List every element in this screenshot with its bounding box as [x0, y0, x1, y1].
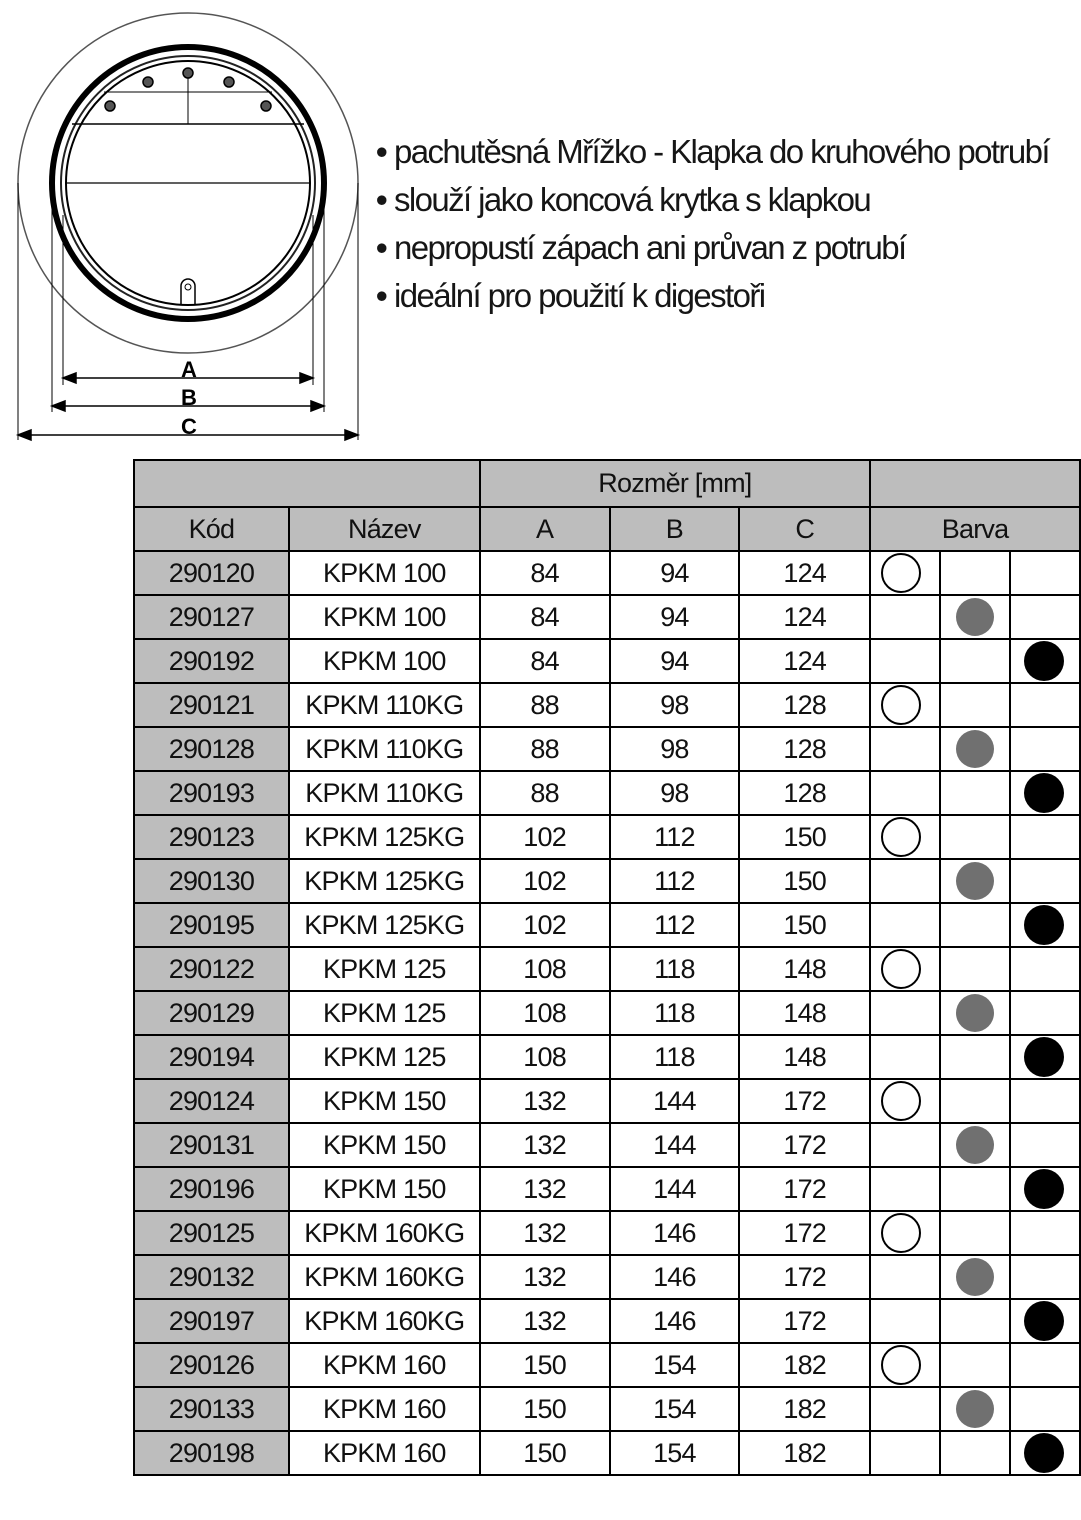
feature-item	[376, 272, 1049, 320]
color-cell-gray	[940, 903, 1010, 947]
code-cell: 290121	[134, 683, 289, 727]
table-row	[134, 1387, 1080, 1431]
code-cell: 290132	[134, 1255, 289, 1299]
a-cell: 132	[480, 1299, 610, 1343]
header-color: Barva	[870, 507, 1080, 551]
black-color-swatch-icon	[1024, 1037, 1064, 1077]
color-cell-black	[1010, 991, 1080, 1035]
a-cell: 88	[480, 771, 610, 815]
color-cell-white	[870, 683, 940, 727]
color-cell-white	[870, 595, 940, 639]
table-row	[134, 947, 1080, 991]
code-cell: 290195	[134, 903, 289, 947]
code-cell: 290196	[134, 1167, 289, 1211]
color-cell-gray	[940, 771, 1010, 815]
color-cell-black	[1010, 1343, 1080, 1387]
table-row	[134, 1343, 1080, 1387]
black-color-swatch-icon	[1024, 773, 1064, 813]
b-cell: 154	[610, 1387, 740, 1431]
b-cell: 118	[610, 1035, 740, 1079]
color-cell-black	[1010, 551, 1080, 595]
color-cell-black	[1010, 1431, 1080, 1475]
b-cell: 94	[610, 551, 740, 595]
color-cell-white	[870, 1343, 940, 1387]
gray-color-swatch-icon	[956, 1390, 994, 1428]
c-cell: 124	[739, 639, 870, 683]
header-c: C	[739, 507, 870, 551]
color-cell-gray	[940, 1167, 1010, 1211]
feature-text: nepropustí zápach ani průvan z potrubí	[394, 229, 906, 266]
table-row	[134, 1211, 1080, 1255]
color-cell-black	[1010, 1079, 1080, 1123]
c-cell: 148	[739, 991, 870, 1035]
c-cell: 182	[739, 1343, 870, 1387]
table-row	[134, 1431, 1080, 1475]
c-cell: 172	[739, 1211, 870, 1255]
a-cell: 132	[480, 1167, 610, 1211]
color-cell-black	[1010, 859, 1080, 903]
c-cell: 148	[739, 1035, 870, 1079]
b-cell: 154	[610, 1431, 740, 1475]
b-cell: 94	[610, 595, 740, 639]
name-cell: KPKM 125KG	[289, 815, 480, 859]
color-cell-gray	[940, 1211, 1010, 1255]
name-cell: KPKM 150	[289, 1079, 480, 1123]
a-cell: 88	[480, 727, 610, 771]
color-cell-white	[870, 1387, 940, 1431]
c-cell: 150	[739, 859, 870, 903]
bullet-icon: •	[376, 133, 386, 170]
color-cell-black	[1010, 1299, 1080, 1343]
c-cell: 150	[739, 903, 870, 947]
b-cell: 112	[610, 815, 740, 859]
color-cell-black	[1010, 1167, 1080, 1211]
gray-color-swatch-icon	[956, 994, 994, 1032]
c-cell: 128	[739, 727, 870, 771]
table-row	[134, 1299, 1080, 1343]
table-row	[134, 683, 1080, 727]
b-cell: 144	[610, 1079, 740, 1123]
b-cell: 154	[610, 1343, 740, 1387]
name-cell: KPKM 125	[289, 1035, 480, 1079]
gray-color-swatch-icon	[956, 1258, 994, 1296]
b-cell: 112	[610, 859, 740, 903]
name-cell: KPKM 100	[289, 639, 480, 683]
color-cell-white	[870, 991, 940, 1035]
color-cell-white	[870, 1211, 940, 1255]
header-a: A	[480, 507, 610, 551]
color-cell-gray	[940, 551, 1010, 595]
feature-text: pachutěsná Mřížko - Klapka do kruhového potrubí	[394, 133, 1049, 170]
color-cell-white	[870, 815, 940, 859]
c-cell: 124	[739, 551, 870, 595]
a-cell: 150	[480, 1431, 610, 1475]
black-color-swatch-icon	[1024, 1169, 1064, 1209]
table-row	[134, 859, 1080, 903]
code-cell: 290126	[134, 1343, 289, 1387]
bullet-icon: •	[376, 229, 386, 266]
name-cell: KPKM 150	[289, 1167, 480, 1211]
color-group-blank-cell	[870, 460, 1080, 507]
white-color-swatch-icon	[881, 949, 921, 989]
black-color-swatch-icon	[1024, 1301, 1064, 1341]
color-cell-black	[1010, 1211, 1080, 1255]
color-cell-white	[870, 1431, 940, 1475]
color-cell-white	[870, 727, 940, 771]
code-cell: 290193	[134, 771, 289, 815]
color-cell-black	[1010, 947, 1080, 991]
c-cell: 148	[739, 947, 870, 991]
black-color-swatch-icon	[1024, 905, 1064, 945]
color-cell-gray	[940, 1431, 1010, 1475]
color-cell-black	[1010, 815, 1080, 859]
c-cell: 172	[739, 1167, 870, 1211]
a-cell: 132	[480, 1211, 610, 1255]
table-row	[134, 903, 1080, 947]
c-cell: 172	[739, 1255, 870, 1299]
a-cell: 84	[480, 551, 610, 595]
a-cell: 102	[480, 903, 610, 947]
color-cell-black	[1010, 771, 1080, 815]
header-blank-cell	[134, 460, 480, 507]
header-code: Kód	[134, 507, 289, 551]
c-cell: 182	[739, 1387, 870, 1431]
c-cell: 150	[739, 815, 870, 859]
code-cell: 290120	[134, 551, 289, 595]
color-cell-white	[870, 771, 940, 815]
b-cell: 146	[610, 1299, 740, 1343]
color-cell-white	[870, 1123, 940, 1167]
code-cell: 290123	[134, 815, 289, 859]
name-cell: KPKM 110KG	[289, 683, 480, 727]
white-color-swatch-icon	[881, 817, 921, 857]
white-color-swatch-icon	[881, 1213, 921, 1253]
color-cell-white	[870, 1255, 940, 1299]
c-cell: 128	[739, 683, 870, 727]
code-cell: 290125	[134, 1211, 289, 1255]
product-technical-drawing	[0, 0, 370, 445]
color-cell-white	[870, 903, 940, 947]
code-cell: 290198	[134, 1431, 289, 1475]
dimension-group-header: Rozměr [mm]	[480, 460, 870, 507]
gray-color-swatch-icon	[956, 862, 994, 900]
white-color-swatch-icon	[881, 1081, 921, 1121]
dimension-label-c: C	[181, 414, 197, 439]
code-cell: 290192	[134, 639, 289, 683]
color-cell-white	[870, 639, 940, 683]
name-cell: KPKM 160	[289, 1431, 480, 1475]
color-cell-black	[1010, 1255, 1080, 1299]
table-row	[134, 1035, 1080, 1079]
name-cell: KPKM 125KG	[289, 903, 480, 947]
code-cell: 290129	[134, 991, 289, 1035]
code-cell: 290128	[134, 727, 289, 771]
color-cell-gray	[940, 1343, 1010, 1387]
header-name: Název	[289, 507, 480, 551]
c-cell: 172	[739, 1079, 870, 1123]
color-cell-black	[1010, 1123, 1080, 1167]
color-cell-black	[1010, 1035, 1080, 1079]
color-cell-black	[1010, 683, 1080, 727]
table-row	[134, 1255, 1080, 1299]
code-cell: 290127	[134, 595, 289, 639]
white-color-swatch-icon	[881, 685, 921, 725]
b-cell: 94	[610, 639, 740, 683]
white-color-swatch-icon	[881, 1345, 921, 1385]
a-cell: 88	[480, 683, 610, 727]
name-cell: KPKM 160KG	[289, 1299, 480, 1343]
b-cell: 144	[610, 1123, 740, 1167]
a-cell: 150	[480, 1343, 610, 1387]
name-cell: KPKM 110KG	[289, 771, 480, 815]
c-cell: 128	[739, 771, 870, 815]
b-cell: 118	[610, 947, 740, 991]
name-cell: KPKM 110KG	[289, 727, 480, 771]
a-cell: 108	[480, 991, 610, 1035]
name-cell: KPKM 160	[289, 1343, 480, 1387]
b-cell: 146	[610, 1255, 740, 1299]
color-cell-white	[870, 859, 940, 903]
color-cell-gray	[940, 1123, 1010, 1167]
name-cell: KPKM 100	[289, 551, 480, 595]
color-cell-black	[1010, 727, 1080, 771]
code-cell: 290130	[134, 859, 289, 903]
b-cell: 144	[610, 1167, 740, 1211]
color-cell-gray	[940, 1299, 1010, 1343]
table-row	[134, 991, 1080, 1035]
gray-color-swatch-icon	[956, 1126, 994, 1164]
name-cell: KPKM 125KG	[289, 859, 480, 903]
color-cell-gray	[940, 991, 1010, 1035]
color-cell-black	[1010, 1387, 1080, 1431]
dimension-label-b: B	[181, 385, 197, 410]
dimension-label-a: A	[181, 357, 197, 382]
table-row	[134, 815, 1080, 859]
code-cell: 290122	[134, 947, 289, 991]
feature-item	[376, 128, 1049, 176]
color-cell-white	[870, 551, 940, 595]
b-cell: 98	[610, 683, 740, 727]
table-row	[134, 1123, 1080, 1167]
a-cell: 84	[480, 639, 610, 683]
black-color-swatch-icon	[1024, 1433, 1064, 1473]
color-cell-gray	[940, 727, 1010, 771]
a-cell: 132	[480, 1123, 610, 1167]
color-cell-black	[1010, 595, 1080, 639]
name-cell: KPKM 160KG	[289, 1211, 480, 1255]
code-cell: 290194	[134, 1035, 289, 1079]
b-cell: 146	[610, 1211, 740, 1255]
name-cell: KPKM 125	[289, 991, 480, 1035]
table-row	[134, 771, 1080, 815]
name-cell: KPKM 160	[289, 1387, 480, 1431]
feature-text: slouží jako koncová krytka s klapkou	[394, 181, 871, 218]
name-cell: KPKM 125	[289, 947, 480, 991]
a-cell: 150	[480, 1387, 610, 1431]
a-cell: 102	[480, 859, 610, 903]
c-cell: 172	[739, 1123, 870, 1167]
feature-item	[376, 224, 1049, 272]
feature-text: ideální pro použití k digestoři	[394, 277, 765, 314]
code-cell: 290124	[134, 1079, 289, 1123]
table-row	[134, 727, 1080, 771]
color-cell-black	[1010, 903, 1080, 947]
a-cell: 132	[480, 1079, 610, 1123]
a-cell: 108	[480, 1035, 610, 1079]
name-cell: KPKM 150	[289, 1123, 480, 1167]
a-cell: 132	[480, 1255, 610, 1299]
gray-color-swatch-icon	[956, 598, 994, 636]
table-row	[134, 1167, 1080, 1211]
name-cell: KPKM 160KG	[289, 1255, 480, 1299]
color-cell-gray	[940, 1387, 1010, 1431]
color-cell-gray	[940, 1035, 1010, 1079]
c-cell: 124	[739, 595, 870, 639]
color-cell-gray	[940, 595, 1010, 639]
bullet-icon: •	[376, 277, 386, 314]
color-cell-gray	[940, 859, 1010, 903]
color-cell-gray	[940, 815, 1010, 859]
code-cell: 290197	[134, 1299, 289, 1343]
color-cell-gray	[940, 1079, 1010, 1123]
black-color-swatch-icon	[1024, 641, 1064, 681]
table-header-row	[134, 507, 1080, 551]
color-cell-white	[870, 1299, 940, 1343]
table-row	[134, 595, 1080, 639]
feature-item	[376, 176, 1049, 224]
color-cell-gray	[940, 1255, 1010, 1299]
a-cell: 108	[480, 947, 610, 991]
a-cell: 84	[480, 595, 610, 639]
color-cell-white	[870, 947, 940, 991]
color-cell-gray	[940, 683, 1010, 727]
feature-list	[376, 128, 1049, 320]
color-cell-black	[1010, 639, 1080, 683]
table-group-header-row	[134, 460, 1080, 507]
a-cell: 102	[480, 815, 610, 859]
spec-table	[133, 459, 1081, 1476]
color-cell-white	[870, 1167, 940, 1211]
table-row	[134, 551, 1080, 595]
name-cell: KPKM 100	[289, 595, 480, 639]
c-cell: 172	[739, 1299, 870, 1343]
code-cell: 290131	[134, 1123, 289, 1167]
white-color-swatch-icon	[881, 553, 921, 593]
table-row	[134, 1079, 1080, 1123]
b-cell: 98	[610, 727, 740, 771]
code-cell: 290133	[134, 1387, 289, 1431]
b-cell: 98	[610, 771, 740, 815]
color-cell-white	[870, 1035, 940, 1079]
color-cell-white	[870, 1079, 940, 1123]
color-cell-gray	[940, 639, 1010, 683]
table-row	[134, 639, 1080, 683]
bullet-icon: •	[376, 181, 386, 218]
c-cell: 182	[739, 1431, 870, 1475]
header-b: B	[610, 507, 740, 551]
b-cell: 112	[610, 903, 740, 947]
gray-color-swatch-icon	[956, 730, 994, 768]
b-cell: 118	[610, 991, 740, 1035]
color-cell-gray	[940, 947, 1010, 991]
